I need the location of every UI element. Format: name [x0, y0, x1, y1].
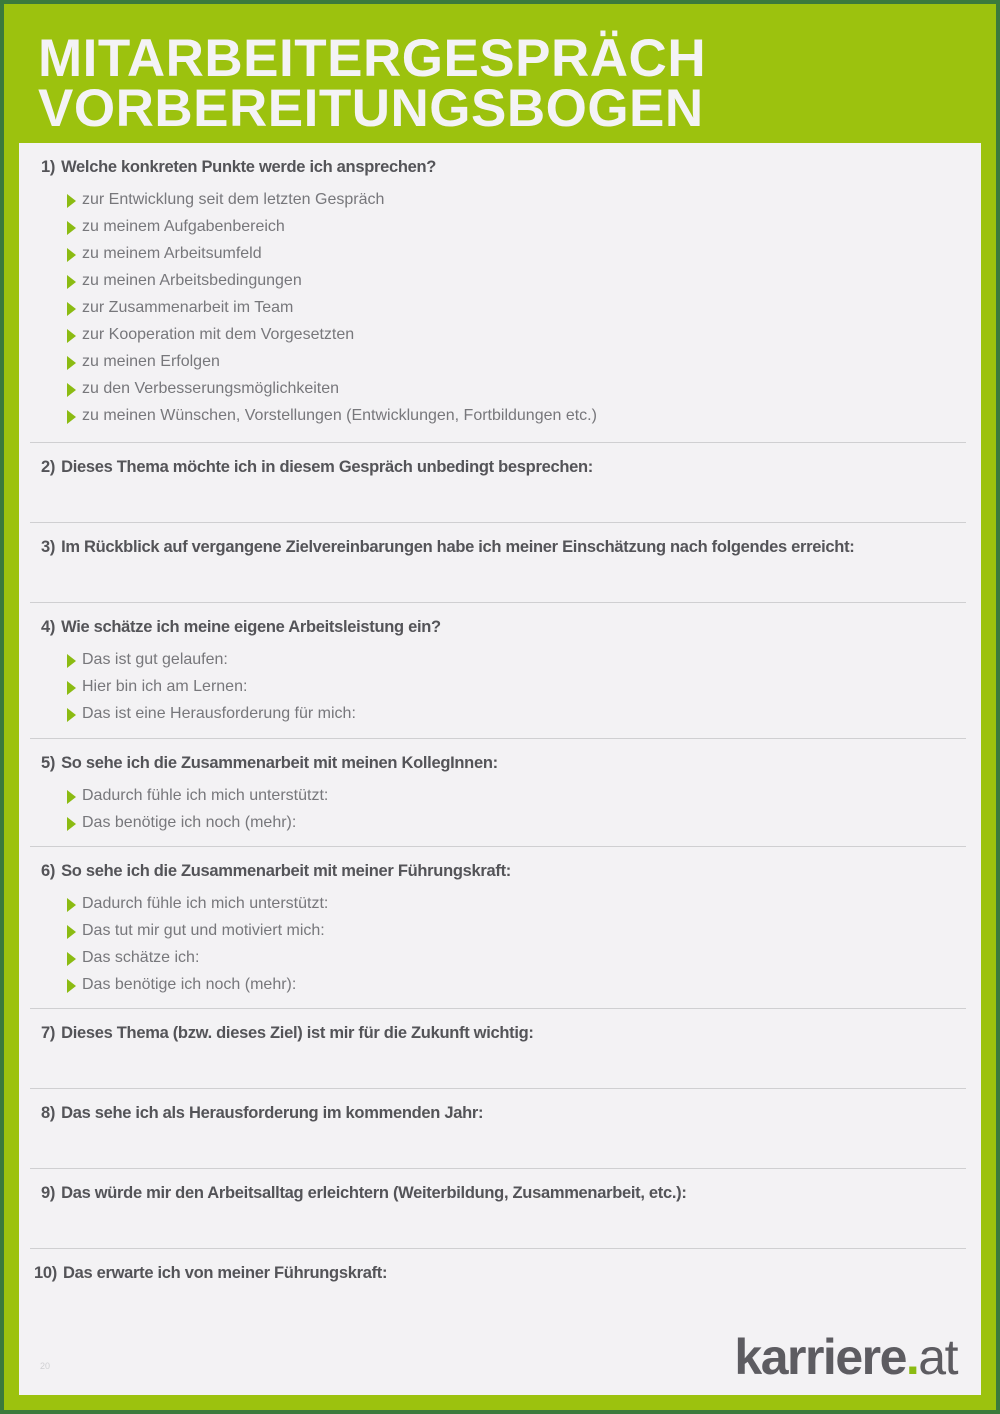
question-heading	[41, 618, 958, 637]
question-section	[30, 739, 966, 847]
list-item	[67, 814, 328, 841]
bullet-text: Dadurch fühle ich mich unterstützt:	[82, 895, 329, 912]
bullet-text: Hier bin ich am Lernen:	[82, 678, 248, 695]
question-text: So sehe ich die Zusammenarbeit mit meiner Führungskraft:	[61, 862, 511, 880]
question-text: Welche konkreten Punkte werde ich ansprechen?	[61, 158, 437, 176]
logo-tld: at	[918, 1329, 957, 1385]
logo-dot: .	[905, 1329, 919, 1385]
question-text: Das erwarte ich von meiner Führungskraft:	[62, 1264, 388, 1282]
question-section	[30, 603, 966, 739]
list-item	[67, 380, 597, 407]
question-text: So sehe ich die Zusammenarbeit mit meinen KollegInnen:	[61, 754, 498, 772]
triangle-bullet-icon	[67, 681, 76, 695]
karriere-logo	[734, 1328, 957, 1386]
list-item	[67, 949, 328, 976]
list-item	[67, 787, 328, 814]
triangle-bullet-icon	[67, 654, 76, 668]
question-text: Dieses Thema (bzw. dieses Ziel) ist mir für die Zukunft wichtig:	[61, 1024, 534, 1042]
bullet-text: Das ist gut gelaufen:	[82, 651, 228, 668]
triangle-bullet-icon	[67, 979, 76, 993]
bullet-text: zu meinem Aufgabenbereich	[82, 218, 285, 235]
page-number: 20	[40, 1361, 51, 1371]
question-text: Das würde mir den Arbeitsalltag erleichtern (Weiterbildung, Zusammenarbeit, etc.):	[61, 1184, 687, 1202]
form-panel	[19, 143, 981, 1395]
question-text: Im Rückblick auf vergangene Zielvereinbarungen habe ich meiner Einschätzung nach folgendes erreicht:	[61, 538, 855, 556]
question-section	[30, 1009, 966, 1089]
triangle-bullet-icon	[67, 194, 76, 208]
question-number: 6)	[41, 862, 56, 880]
bullet-list	[67, 787, 328, 841]
list-item	[67, 326, 597, 353]
list-item	[67, 218, 597, 245]
triangle-bullet-icon	[67, 221, 76, 235]
question-section	[30, 847, 966, 1009]
list-item	[67, 353, 597, 380]
question-text: Dieses Thema möchte ich in diesem Gespräch unbedingt besprechen:	[61, 458, 593, 476]
bullet-text: Das benötige ich noch (mehr):	[82, 814, 297, 831]
triangle-bullet-icon	[67, 356, 76, 370]
question-section	[30, 143, 966, 443]
triangle-bullet-icon	[67, 708, 76, 722]
question-number: 2)	[41, 458, 56, 476]
question-section	[30, 1169, 966, 1249]
question-heading	[41, 1024, 958, 1043]
question-section	[30, 1089, 966, 1169]
title-line-2: VORBEREITUNGSBOGEN	[38, 79, 704, 138]
bullet-text: Das schätze ich:	[82, 949, 200, 966]
bullet-text: zu meinen Arbeitsbedingungen	[82, 272, 302, 289]
question-text: Wie schätze ich meine eigene Arbeitsleistung ein?	[61, 618, 441, 636]
triangle-bullet-icon	[67, 248, 76, 262]
bullet-list	[67, 651, 356, 732]
list-item	[67, 651, 356, 678]
triangle-bullet-icon	[67, 790, 76, 804]
bullet-text: Das benötige ich noch (mehr):	[82, 976, 297, 993]
list-item	[67, 191, 597, 218]
triangle-bullet-icon	[67, 898, 76, 912]
bullet-text: zu meinen Wünschen, Vorstellungen (Entwicklungen, Fortbildungen etc.)	[82, 407, 597, 424]
bullet-text: Das ist eine Herausforderung für mich:	[82, 705, 356, 722]
list-item	[67, 245, 597, 272]
question-heading	[41, 1184, 958, 1203]
triangle-bullet-icon	[67, 275, 76, 289]
question-heading	[41, 862, 958, 881]
triangle-bullet-icon	[67, 383, 76, 397]
title-line-1: MITARBEITERGESPRÄCH	[38, 29, 707, 88]
page-title	[38, 29, 707, 138]
list-item	[67, 407, 597, 434]
bullet-text: zu meinen Erfolgen	[82, 353, 220, 370]
list-item	[67, 299, 597, 326]
logo-main: karriere	[734, 1329, 906, 1385]
list-item	[67, 272, 597, 299]
question-heading	[41, 458, 958, 477]
bullet-text: Dadurch fühle ich mich unterstützt:	[82, 787, 329, 804]
question-number: 7)	[41, 1024, 56, 1042]
bullet-text: zur Kooperation mit dem Vorgesetzten	[82, 326, 355, 343]
triangle-bullet-icon	[67, 410, 76, 424]
bullet-list	[67, 895, 328, 1003]
bullet-text: zur Entwicklung seit dem letzten Gespräch	[82, 191, 385, 208]
question-number: 10)	[34, 1264, 57, 1282]
list-item	[67, 895, 328, 922]
bullet-text: Das tut mir gut und motiviert mich:	[82, 922, 325, 939]
triangle-bullet-icon	[67, 952, 76, 966]
list-item	[67, 705, 356, 732]
question-heading	[41, 538, 958, 557]
question-heading	[41, 158, 958, 177]
triangle-bullet-icon	[67, 302, 76, 316]
bullet-text: zu meinem Arbeitsumfeld	[82, 245, 262, 262]
list-item	[67, 922, 328, 949]
question-heading	[41, 754, 958, 773]
bullet-list	[67, 191, 597, 434]
question-number: 1)	[41, 158, 56, 176]
list-item	[67, 678, 356, 705]
question-number: 3)	[41, 538, 56, 556]
question-heading	[34, 1264, 958, 1283]
triangle-bullet-icon	[67, 925, 76, 939]
list-item	[67, 976, 328, 1003]
bullet-text: zu den Verbesserungsmöglichkeiten	[82, 380, 340, 397]
question-number: 9)	[41, 1184, 56, 1202]
question-number: 5)	[41, 754, 56, 772]
question-number: 8)	[41, 1104, 56, 1122]
triangle-bullet-icon	[67, 329, 76, 343]
question-heading	[41, 1104, 958, 1123]
question-section	[30, 523, 966, 603]
triangle-bullet-icon	[67, 817, 76, 831]
question-section	[30, 443, 966, 523]
bullet-text: zur Zusammenarbeit im Team	[82, 299, 294, 316]
question-text: Das sehe ich als Herausforderung im kommenden Jahr:	[61, 1104, 484, 1122]
question-number: 4)	[41, 618, 56, 636]
